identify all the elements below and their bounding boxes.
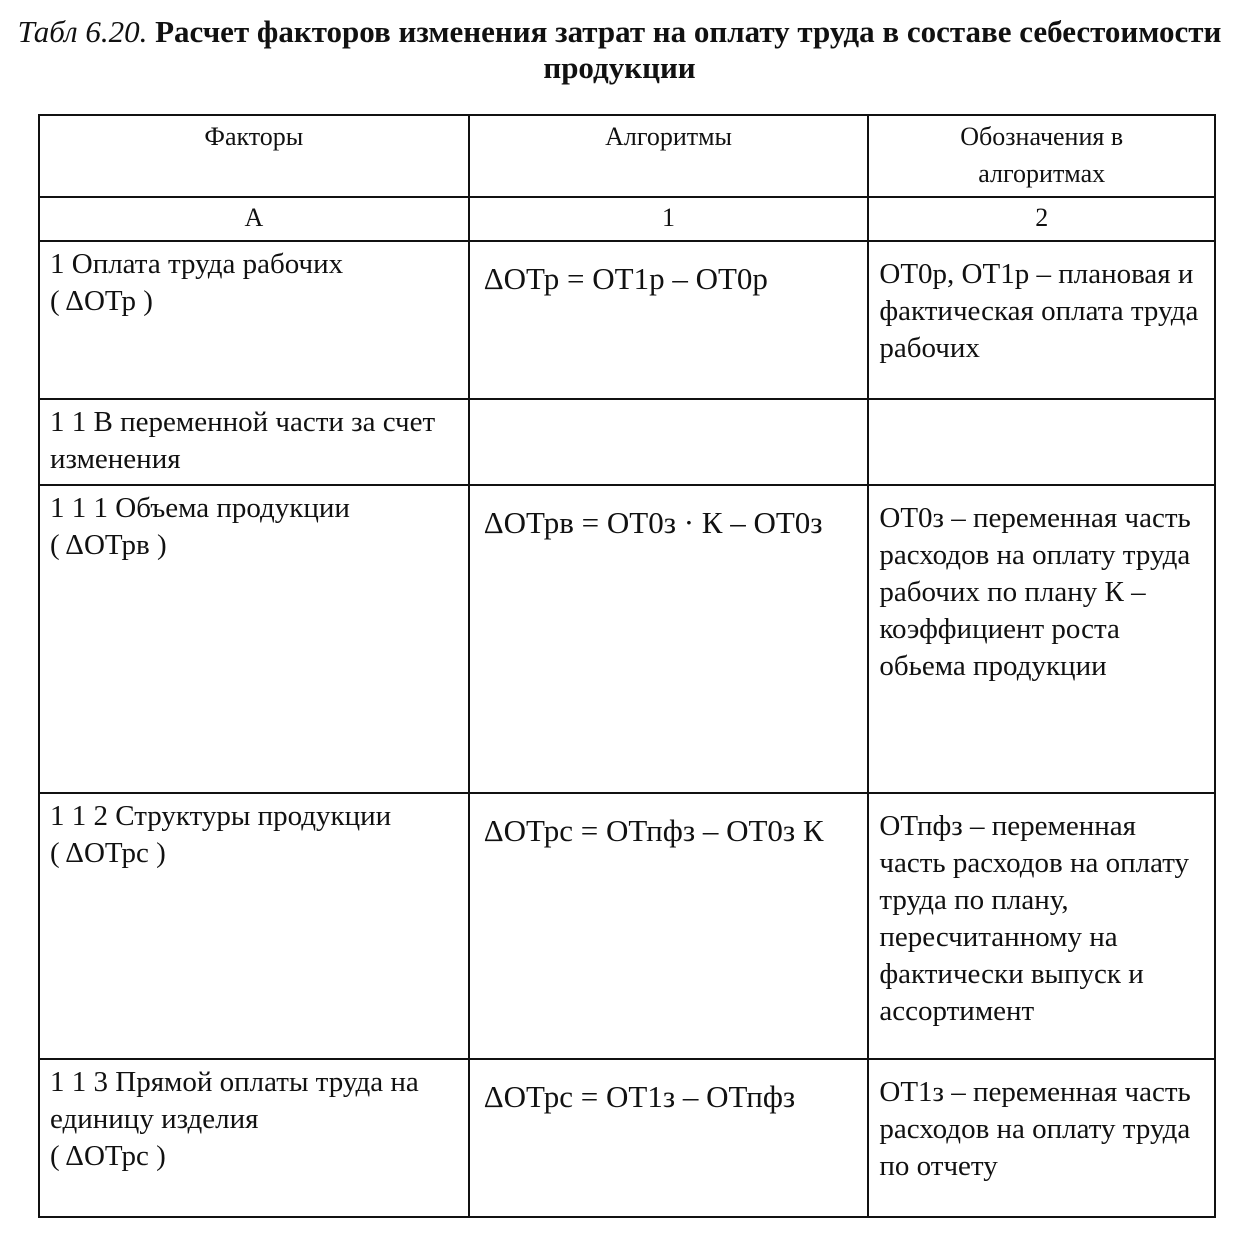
table-row	[39, 793, 1215, 1059]
header-num-a: А	[39, 197, 469, 241]
factor-cell	[39, 793, 469, 1059]
algorithm-cell: ΔОТр = ОТ1р – ОТ0р	[469, 241, 869, 399]
table-number: Табл 6.20.	[17, 14, 148, 49]
notation-cell: ОТ0р, ОТ1р – плановая и фактическая оплата труда рабочих	[868, 241, 1215, 399]
factor-cell	[39, 485, 469, 793]
header-number-row	[39, 197, 1215, 241]
notation-cell: ОТ1з – переменная часть расходов на оплату труда по отчету	[868, 1059, 1215, 1217]
header-num-2: 2	[868, 197, 1215, 241]
factor-cell	[39, 241, 469, 399]
factor-text: 1 1 3 Прямой оплаты труда на единицу изделия	[50, 1066, 419, 1135]
factor-symbol: ( ΔОТрс )	[50, 837, 166, 869]
algorithm-cell: ΔОТрв = ОТ0з · К – ОТ0з	[469, 485, 869, 793]
header-factors: Факторы	[39, 115, 469, 197]
factor-cell	[39, 399, 469, 485]
table-row	[39, 241, 1215, 399]
factors-table	[38, 114, 1216, 1218]
table-row	[39, 1059, 1215, 1217]
header-algorithms: Алгоритмы	[469, 115, 869, 197]
algorithm-cell: ΔОТрс = ОТпфз – ОТ0з К	[469, 793, 869, 1059]
factor-text: 1 1 2 Структуры продукции	[50, 800, 392, 832]
table-caption	[0, 14, 1239, 86]
notation-cell	[868, 399, 1215, 485]
header-notation: Обозначения в алгоритмах	[868, 115, 1215, 197]
header-row	[39, 115, 1215, 197]
notation-cell: ОТ0з – переменная часть расходов на оплату труда рабочих по плану К – коэффициент роста обьема продукции	[868, 485, 1215, 793]
factor-cell	[39, 1059, 469, 1217]
algorithm-cell: ΔОТрс = ОТ1з – ОТпфз	[469, 1059, 869, 1217]
factor-symbol: ( ΔОТрв )	[50, 529, 167, 561]
factor-symbol: ( ΔОТрс )	[50, 1140, 166, 1172]
factor-text: 1 1 1 Объема продукции	[50, 492, 350, 524]
table-title: Расчет факторов изменения затрат на оплату труда в составе себестоимости продукции	[155, 14, 1222, 85]
factor-text: 1 1 В переменной части за счет изменения	[50, 406, 436, 475]
header-num-1: 1	[469, 197, 869, 241]
notation-cell: ОТпфз – переменная часть расходов на оплату труда по плану, пересчитанному на фактически выпуск и ассортимент	[868, 793, 1215, 1059]
algorithm-cell	[469, 399, 869, 485]
table-row	[39, 485, 1215, 793]
factor-text: 1 Оплата труда рабочих	[50, 248, 344, 280]
table-row	[39, 399, 1215, 485]
factor-symbol: ( ΔОТр )	[50, 285, 153, 317]
